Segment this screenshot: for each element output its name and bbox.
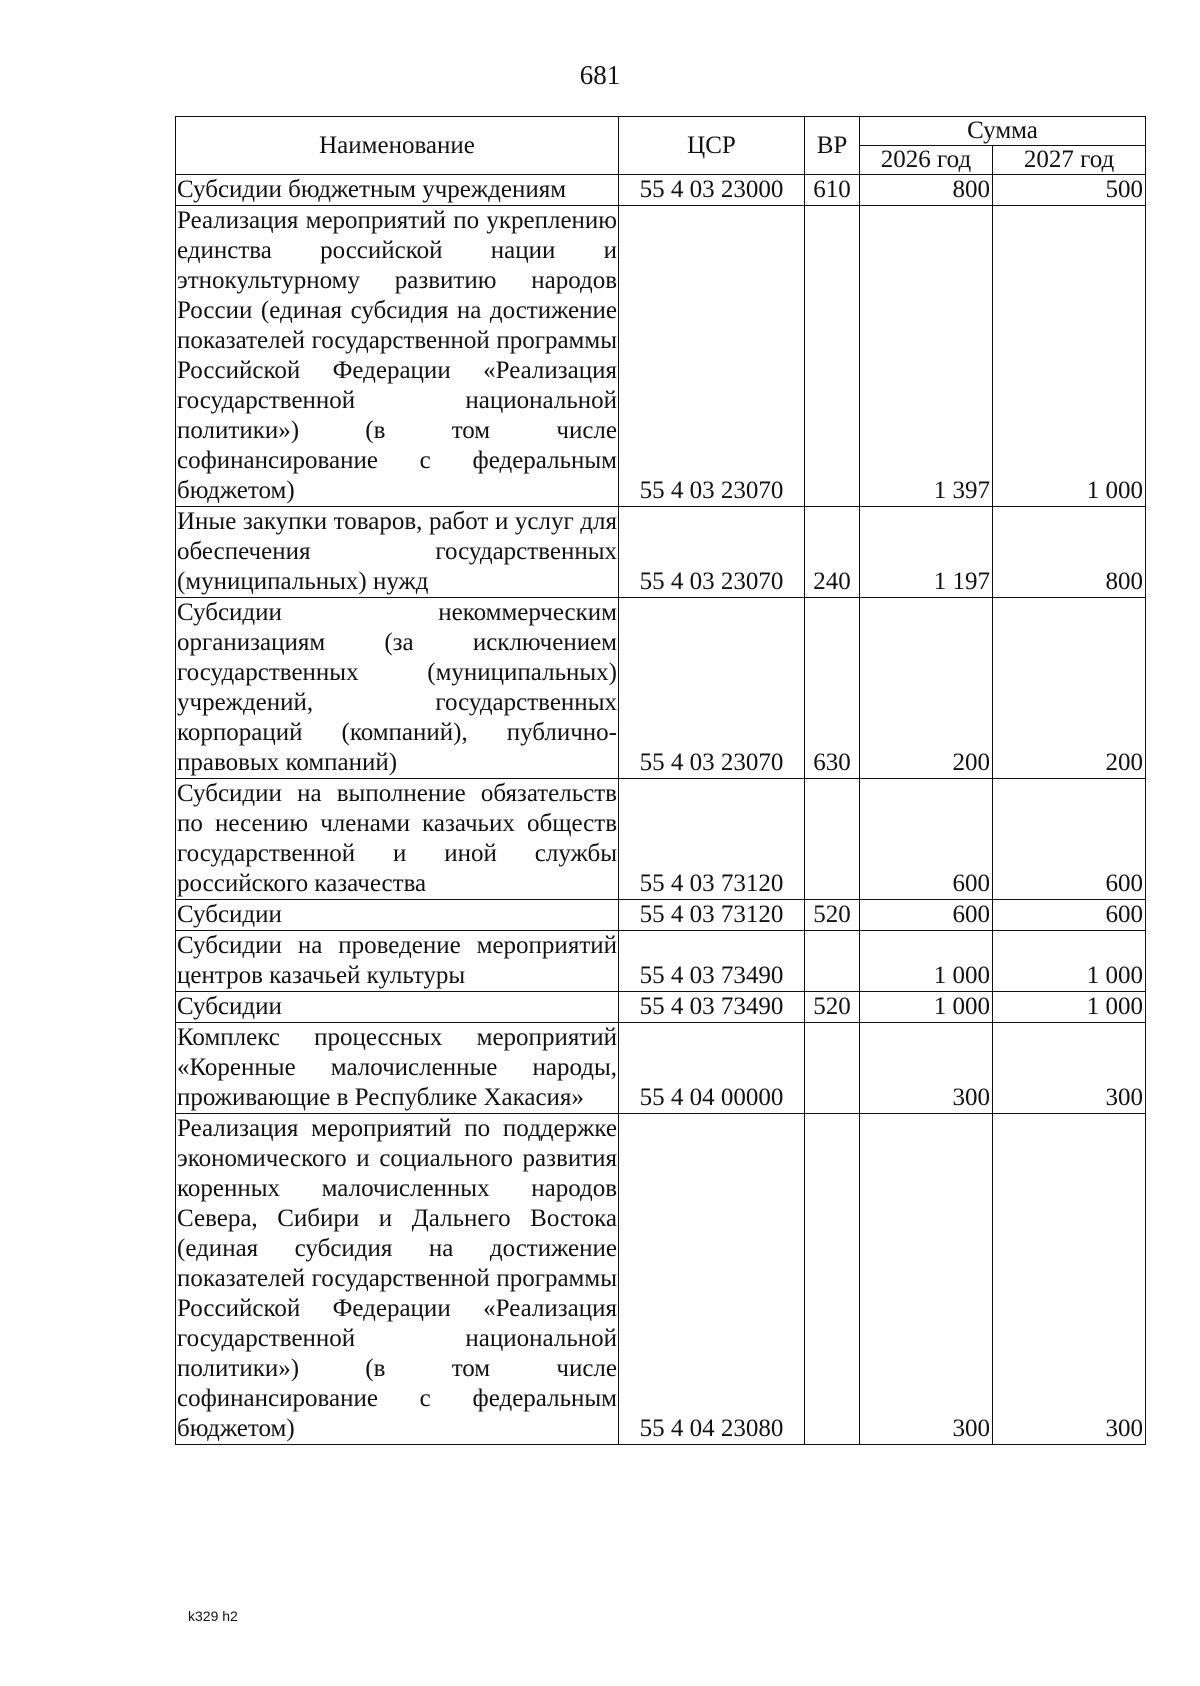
row-csr: 55 4 03 73120: [619, 900, 805, 931]
header-vr: ВР: [805, 117, 860, 175]
row-amount-2027: 500: [993, 175, 1146, 206]
page-number: 681: [579, 60, 621, 90]
budget-table: [175, 116, 1146, 1445]
row-amount-2026: 200: [860, 598, 993, 779]
row-amount-2027: 300: [993, 1114, 1146, 1445]
table-row: [176, 1023, 1146, 1114]
table-row: [176, 175, 1146, 206]
row-name: Субсидии бюджетным учреждениям: [176, 175, 619, 206]
row-name: Субсидии: [176, 992, 619, 1023]
row-vr: 610: [805, 175, 860, 206]
row-csr: 55 4 04 00000: [619, 1023, 805, 1114]
table-row: [176, 992, 1146, 1023]
row-csr: 55 4 03 23000: [619, 175, 805, 206]
row-csr: 55 4 03 23070: [619, 206, 805, 507]
row-csr: 55 4 04 23080: [619, 1114, 805, 1445]
row-vr: 520: [805, 900, 860, 931]
row-name: Субсидии на проведение мероприятий центров казачьей культуры: [176, 931, 619, 992]
row-amount-2027: 800: [993, 507, 1146, 598]
row-amount-2026: 300: [860, 1023, 993, 1114]
row-name: Комплекс процессных мероприятий «Коренные малочисленные народы, проживающие в Республике Хакасия»: [176, 1023, 619, 1114]
row-amount-2027: 1 000: [993, 992, 1146, 1023]
table-row: [176, 507, 1146, 598]
row-name: Реализация мероприятий по укреплению единства российской нации и этнокультурному развитию народов России (единая субсидия на достижение показателей государственной программы Российской Федерации «Реализация государственной национальной политики») (в том числе софинансирование с федеральным бюджетом): [176, 206, 619, 507]
table-row: [176, 779, 1146, 900]
row-csr: 55 4 03 23070: [619, 507, 805, 598]
row-amount-2027: 200: [993, 598, 1146, 779]
row-name: Субсидии некоммерческим организациям (за исключением государственных (муниципальных) учреждений, государственных корпораций (компаний), публично-правовых компаний): [176, 598, 619, 779]
table-row: [176, 931, 1146, 992]
table-body: [176, 175, 1146, 1445]
row-csr: 55 4 03 73490: [619, 992, 805, 1023]
row-amount-2026: 1 397: [860, 206, 993, 507]
header-csr: ЦСР: [619, 117, 805, 175]
row-amount-2027: 1 000: [993, 931, 1146, 992]
row-vr: 520: [805, 992, 860, 1023]
row-amount-2026: 1 197: [860, 507, 993, 598]
row-name: Субсидии на выполнение обязательств по несению членами казачьих обществ государственной и иной службы российского казачества: [176, 779, 619, 900]
header-sum: Сумма: [860, 117, 1146, 146]
row-amount-2026: 800: [860, 175, 993, 206]
row-csr: 55 4 03 73120: [619, 779, 805, 900]
table-row: [176, 1114, 1146, 1445]
row-amount-2026: 600: [860, 779, 993, 900]
row-vr: [805, 1114, 860, 1445]
row-name: Субсидии: [176, 900, 619, 931]
table-header: [176, 117, 1146, 175]
row-name: Иные закупки товаров, работ и услуг для обеспечения государственных (муниципальных) нужд: [176, 507, 619, 598]
row-amount-2027: 1 000: [993, 206, 1146, 507]
row-csr: 55 4 03 23070: [619, 598, 805, 779]
row-csr: 55 4 03 73490: [619, 931, 805, 992]
row-amount-2026: 300: [860, 1114, 993, 1445]
row-vr: [805, 206, 860, 507]
table-row: [176, 900, 1146, 931]
row-vr: [805, 779, 860, 900]
header-year-2027: 2027 год: [993, 146, 1146, 175]
header-year-2026: 2026 год: [860, 146, 993, 175]
row-amount-2026: 600: [860, 900, 993, 931]
row-amount-2027: 300: [993, 1023, 1146, 1114]
row-vr: 630: [805, 598, 860, 779]
row-vr: [805, 1023, 860, 1114]
header-name: Наименование: [176, 117, 619, 175]
row-vr: [805, 931, 860, 992]
table-row: [176, 206, 1146, 507]
row-amount-2026: 1 000: [860, 931, 993, 992]
row-vr: 240: [805, 507, 860, 598]
footer-code: k329 h2: [188, 1608, 238, 1624]
row-amount-2027: 600: [993, 779, 1146, 900]
table-row: [176, 598, 1146, 779]
row-amount-2026: 1 000: [860, 992, 993, 1023]
row-name: Реализация мероприятий по поддержке экономического и социального развития коренных малочисленных народов Севера, Сибири и Дальнего Востока (единая субсидия на достижение показателей государственной программы Российской Федерации «Реализация государственной национальной политики») (в том числе софинансирование с федеральным бюджетом): [176, 1114, 619, 1445]
row-amount-2027: 600: [993, 900, 1146, 931]
